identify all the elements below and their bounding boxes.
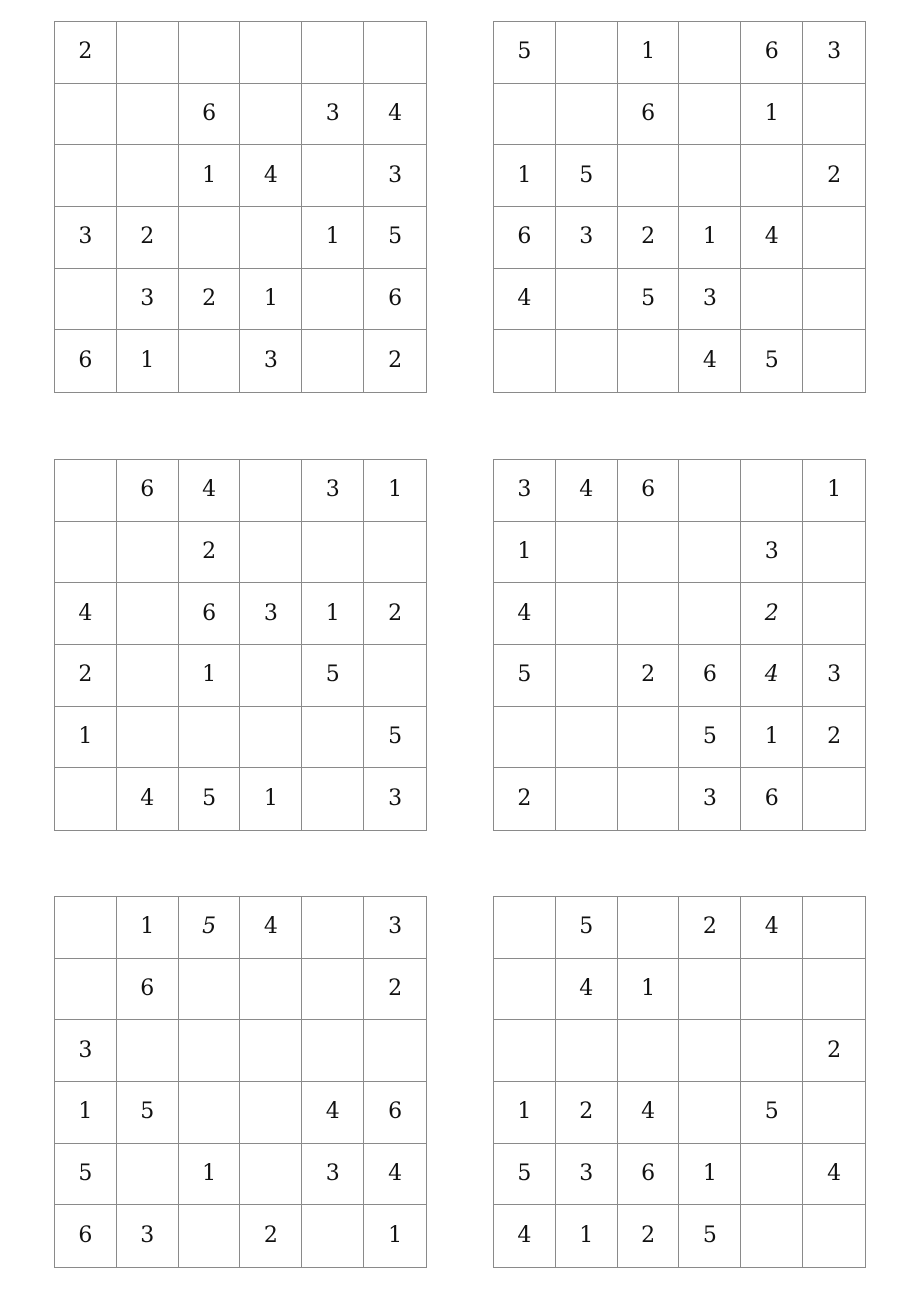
sudoku-cell[interactable]: 6	[494, 207, 556, 269]
sudoku-cell[interactable]	[302, 1205, 364, 1267]
sudoku-cell[interactable]: 2	[364, 583, 426, 645]
sudoku-cell[interactable]: 1	[618, 959, 680, 1021]
sudoku-cell[interactable]	[364, 1020, 426, 1082]
sudoku-cell[interactable]: 1	[364, 460, 426, 522]
sudoku-cell[interactable]	[55, 522, 117, 584]
sudoku-cell[interactable]: 6	[55, 1205, 117, 1267]
sudoku-cell[interactable]	[302, 145, 364, 207]
sudoku-cell[interactable]: 6	[364, 269, 426, 331]
sudoku-cell[interactable]: 4	[803, 1144, 865, 1206]
sudoku-cell[interactable]: 1	[240, 269, 302, 331]
sudoku-cell[interactable]	[618, 897, 680, 959]
sudoku-cell[interactable]	[679, 460, 741, 522]
sudoku-cell[interactable]: 6	[741, 22, 803, 84]
sudoku-cell[interactable]	[364, 522, 426, 584]
sudoku-cell[interactable]	[679, 1020, 741, 1082]
sudoku-cell[interactable]: 5	[364, 207, 426, 269]
sudoku-cell[interactable]	[494, 330, 556, 392]
sudoku-cell[interactable]	[679, 959, 741, 1021]
sudoku-cell[interactable]: 5	[302, 645, 364, 707]
sudoku-cell[interactable]: 5	[494, 1144, 556, 1206]
sudoku-cell[interactable]	[117, 22, 179, 84]
sudoku-cell[interactable]	[55, 269, 117, 331]
sudoku-cell[interactable]	[679, 1082, 741, 1144]
sudoku-cell[interactable]: 4	[741, 897, 803, 959]
sudoku-cell[interactable]: 2	[679, 897, 741, 959]
sudoku-cell[interactable]: 1	[618, 22, 680, 84]
sudoku-cell[interactable]	[364, 22, 426, 84]
sudoku-cell[interactable]	[679, 583, 741, 645]
sudoku-cell[interactable]	[240, 707, 302, 769]
sudoku-cell[interactable]	[302, 522, 364, 584]
sudoku-cell[interactable]: 3	[55, 1020, 117, 1082]
sudoku-cell[interactable]	[302, 269, 364, 331]
sudoku-cell[interactable]: 6	[741, 768, 803, 830]
sudoku-grid-6	[493, 896, 866, 1268]
sudoku-cell[interactable]	[741, 1020, 803, 1082]
sudoku-cell[interactable]: 5	[179, 768, 241, 830]
sudoku-cell[interactable]	[556, 768, 618, 830]
sudoku-cell[interactable]: 1	[494, 522, 556, 584]
sudoku-cell[interactable]	[803, 84, 865, 146]
sudoku-cell[interactable]: 4	[364, 1144, 426, 1206]
sudoku-grid-5	[54, 896, 427, 1268]
sudoku-cell[interactable]: 2	[803, 1020, 865, 1082]
sudoku-cell[interactable]	[179, 707, 241, 769]
sudoku-cell[interactable]: 1	[494, 1082, 556, 1144]
sudoku-cell[interactable]: 3	[741, 522, 803, 584]
sudoku-cell[interactable]	[803, 330, 865, 392]
sudoku-cell[interactable]	[803, 1082, 865, 1144]
sudoku-cell[interactable]	[741, 1144, 803, 1206]
sudoku-cell[interactable]	[117, 707, 179, 769]
sudoku-cell[interactable]	[117, 1020, 179, 1082]
sudoku-cell[interactable]	[240, 207, 302, 269]
sudoku-cell[interactable]: 5	[364, 707, 426, 769]
sudoku-cell[interactable]	[55, 959, 117, 1021]
sudoku-cell[interactable]: 3	[679, 269, 741, 331]
sudoku-cell[interactable]: 6	[179, 583, 241, 645]
sudoku-cell[interactable]	[618, 707, 680, 769]
sudoku-cell[interactable]: 5	[679, 1205, 741, 1267]
sudoku-cell[interactable]: 2	[179, 522, 241, 584]
sudoku-cell[interactable]	[494, 959, 556, 1021]
sudoku-cell[interactable]	[556, 330, 618, 392]
sudoku-cell[interactable]: 6	[179, 84, 241, 146]
sudoku-cell[interactable]	[618, 1020, 680, 1082]
sudoku-cell[interactable]: 2	[179, 269, 241, 331]
sudoku-cell[interactable]: 4	[179, 460, 241, 522]
sudoku-cell[interactable]: 1	[556, 1205, 618, 1267]
sudoku-cell[interactable]: 1	[803, 460, 865, 522]
sudoku-cell[interactable]	[741, 145, 803, 207]
sudoku-cell[interactable]: 1	[179, 645, 241, 707]
sudoku-cell[interactable]: 3	[803, 645, 865, 707]
sudoku-cell[interactable]: 4	[741, 207, 803, 269]
sudoku-cell[interactable]: 2	[803, 707, 865, 769]
sudoku-cell[interactable]: 5	[741, 330, 803, 392]
sudoku-cell[interactable]: 1	[179, 1144, 241, 1206]
sudoku-cell[interactable]: 4	[55, 583, 117, 645]
sudoku-cell[interactable]	[803, 583, 865, 645]
sudoku-cell[interactable]	[55, 145, 117, 207]
sudoku-cell[interactable]: 1	[679, 207, 741, 269]
sudoku-cell[interactable]: 3	[679, 768, 741, 830]
sudoku-cell[interactable]	[556, 1020, 618, 1082]
sudoku-cell[interactable]	[117, 1144, 179, 1206]
sudoku-cell[interactable]	[618, 583, 680, 645]
sudoku-cell[interactable]	[803, 207, 865, 269]
sudoku-cell[interactable]	[302, 897, 364, 959]
sudoku-cell[interactable]	[556, 645, 618, 707]
sudoku-cell[interactable]: 3	[240, 583, 302, 645]
sudoku-cell[interactable]	[556, 22, 618, 84]
sudoku-cell[interactable]	[803, 959, 865, 1021]
sudoku-cell[interactable]: 5	[117, 1082, 179, 1144]
sudoku-cell[interactable]: 2	[556, 1082, 618, 1144]
sudoku-cell[interactable]	[302, 959, 364, 1021]
sudoku-cell[interactable]	[302, 330, 364, 392]
sudoku-cell[interactable]: 6	[679, 645, 741, 707]
sudoku-cell[interactable]	[55, 84, 117, 146]
sudoku-cell[interactable]: 4	[117, 768, 179, 830]
sudoku-cell[interactable]: 4	[240, 145, 302, 207]
sudoku-cell[interactable]: 3	[117, 269, 179, 331]
sudoku-cell[interactable]: 1	[302, 583, 364, 645]
sudoku-cell[interactable]	[494, 1020, 556, 1082]
sudoku-cell[interactable]: 3	[494, 460, 556, 522]
sudoku-cell[interactable]: 2	[240, 1205, 302, 1267]
sudoku-cell[interactable]: 5	[55, 1144, 117, 1206]
sudoku-cell[interactable]: 3	[364, 145, 426, 207]
sudoku-cell[interactable]: 3	[117, 1205, 179, 1267]
sudoku-cell[interactable]	[117, 84, 179, 146]
sudoku-cell[interactable]	[55, 768, 117, 830]
sudoku-cell[interactable]: 2	[55, 645, 117, 707]
sudoku-cell[interactable]	[55, 897, 117, 959]
sudoku-cell[interactable]	[117, 583, 179, 645]
sudoku-grid-2	[493, 21, 866, 393]
sudoku-cell[interactable]	[240, 1144, 302, 1206]
sudoku-cell[interactable]: 3	[388, 786, 403, 812]
sudoku-cell[interactable]: 3	[240, 330, 302, 392]
sudoku-cell[interactable]	[302, 22, 364, 84]
sudoku-cell[interactable]	[803, 897, 865, 959]
sudoku-cell[interactable]: 1	[741, 707, 803, 769]
sudoku-cell[interactable]: 6	[618, 460, 680, 522]
sudoku-cell[interactable]	[741, 460, 803, 522]
sudoku-cell[interactable]	[179, 207, 241, 269]
sudoku-cell[interactable]: 1	[388, 1223, 403, 1249]
sudoku-cell[interactable]	[618, 768, 680, 830]
sudoku-cell[interactable]: 2	[364, 959, 426, 1021]
sudoku-cell[interactable]	[803, 768, 865, 830]
sudoku-cell[interactable]: 5	[679, 707, 741, 769]
sudoku-cell[interactable]	[117, 522, 179, 584]
sudoku-cell[interactable]: 1	[117, 897, 179, 959]
sudoku-cell[interactable]: 3	[55, 207, 117, 269]
sudoku-cell[interactable]: 4	[240, 897, 302, 959]
sudoku-cell[interactable]	[618, 145, 680, 207]
sudoku-cell[interactable]	[179, 330, 241, 392]
sudoku-cell[interactable]	[741, 1205, 803, 1267]
sudoku-cell[interactable]: 4	[494, 1205, 556, 1267]
sudoku-cell[interactable]	[240, 959, 302, 1021]
sudoku-cell[interactable]: 2	[741, 583, 803, 645]
sudoku-cell[interactable]	[494, 84, 556, 146]
sudoku-cell[interactable]	[803, 269, 865, 331]
sudoku-cell[interactable]: 1	[494, 145, 556, 207]
sudoku-cell[interactable]	[240, 460, 302, 522]
sudoku-cell[interactable]: 3	[302, 84, 364, 146]
sudoku-cell[interactable]: 2	[494, 768, 556, 830]
sudoku-cell[interactable]	[179, 959, 241, 1021]
sudoku-cell[interactable]	[618, 522, 680, 584]
sudoku-cell[interactable]	[55, 460, 117, 522]
sudoku-cell[interactable]	[179, 1020, 241, 1082]
sudoku-cell[interactable]	[302, 707, 364, 769]
sudoku-cell[interactable]	[679, 22, 741, 84]
sudoku-cell[interactable]	[302, 768, 364, 830]
sudoku-cell[interactable]: 1	[679, 1144, 741, 1206]
sudoku-cell[interactable]	[117, 145, 179, 207]
sudoku-cell[interactable]: 1	[179, 145, 241, 207]
sudoku-cell[interactable]: 6	[55, 330, 117, 392]
sudoku-cell[interactable]: 4	[364, 84, 426, 146]
sudoku-cell[interactable]: 5	[556, 897, 618, 959]
sudoku-cell[interactable]	[179, 1205, 241, 1267]
sudoku-cell[interactable]: 3	[302, 1144, 364, 1206]
sudoku-cell[interactable]	[679, 145, 741, 207]
sudoku-cell[interactable]: 1	[240, 768, 302, 830]
sudoku-cell[interactable]	[240, 84, 302, 146]
sudoku-cell[interactable]	[179, 22, 241, 84]
sudoku-cell[interactable]: 1	[117, 330, 179, 392]
sudoku-cell[interactable]	[302, 1020, 364, 1082]
sudoku-cell[interactable]: 4	[741, 645, 803, 707]
sudoku-cell[interactable]	[240, 1020, 302, 1082]
sudoku-cell[interactable]: 6	[364, 1082, 426, 1144]
sudoku-cell[interactable]	[117, 645, 179, 707]
sudoku-grid-4	[493, 459, 866, 831]
sudoku-cell[interactable]	[240, 22, 302, 84]
sudoku-cell[interactable]: 4	[494, 269, 556, 331]
sudoku-cell[interactable]: 4	[618, 1082, 680, 1144]
sudoku-cell[interactable]: 3	[556, 207, 618, 269]
sudoku-cell[interactable]: 2	[618, 207, 680, 269]
sudoku-cell[interactable]	[240, 645, 302, 707]
sudoku-cell[interactable]	[556, 583, 618, 645]
sudoku-cell[interactable]: 3	[302, 460, 364, 522]
sudoku-cell[interactable]: 6	[117, 460, 179, 522]
sudoku-cell[interactable]: 4	[679, 330, 741, 392]
sudoku-cell[interactable]	[556, 707, 618, 769]
sudoku-cell[interactable]	[741, 269, 803, 331]
sudoku-cell[interactable]: 4	[494, 583, 556, 645]
sudoku-cell[interactable]: 2	[55, 22, 117, 84]
sudoku-cell[interactable]: 5	[556, 145, 618, 207]
sudoku-cell[interactable]: 1	[302, 207, 364, 269]
sudoku-cell[interactable]: 1	[55, 707, 117, 769]
sudoku-cell[interactable]: 5	[179, 897, 241, 959]
sudoku-cell[interactable]	[240, 522, 302, 584]
sudoku-cell[interactable]: 4	[556, 460, 618, 522]
sudoku-grid-3	[54, 459, 427, 831]
sudoku-cell[interactable]: 1	[741, 84, 803, 146]
sudoku-cell[interactable]: 2	[388, 348, 403, 374]
sudoku-cell[interactable]	[741, 959, 803, 1021]
sudoku-cell[interactable]: 5	[618, 269, 680, 331]
sudoku-grid-1	[54, 21, 427, 393]
sudoku-cell[interactable]: 3	[556, 1144, 618, 1206]
sudoku-cell[interactable]: 3	[364, 897, 426, 959]
sudoku-cell[interactable]	[364, 645, 426, 707]
sudoku-cell[interactable]: 4	[556, 959, 618, 1021]
sudoku-cell[interactable]: 1	[55, 1082, 117, 1144]
sudoku-cell[interactable]: 5	[494, 22, 556, 84]
sudoku-cell[interactable]: 4	[302, 1082, 364, 1144]
sudoku-cell[interactable]: 2	[618, 645, 680, 707]
sudoku-cell[interactable]: 5	[494, 645, 556, 707]
sudoku-cell[interactable]: 2	[117, 207, 179, 269]
sudoku-cell[interactable]: 3	[803, 22, 865, 84]
sudoku-cell[interactable]	[803, 522, 865, 584]
sudoku-cell[interactable]	[556, 269, 618, 331]
sudoku-cell[interactable]: 2	[803, 145, 865, 207]
sudoku-cell[interactable]: 5	[741, 1082, 803, 1144]
sudoku-cell[interactable]: 6	[618, 84, 680, 146]
sudoku-cell[interactable]	[179, 1082, 241, 1144]
sudoku-cell[interactable]	[618, 330, 680, 392]
sudoku-cell[interactable]	[556, 84, 618, 146]
sudoku-cell[interactable]: 6	[117, 959, 179, 1021]
sudoku-cell[interactable]: 2	[618, 1205, 680, 1267]
sudoku-cell[interactable]	[494, 707, 556, 769]
sudoku-cell[interactable]	[494, 897, 556, 959]
sudoku-cell[interactable]	[556, 522, 618, 584]
sudoku-cell[interactable]	[679, 84, 741, 146]
sudoku-cell[interactable]	[240, 1082, 302, 1144]
sudoku-cell[interactable]: 6	[618, 1144, 680, 1206]
sudoku-cell[interactable]	[803, 1205, 865, 1267]
sudoku-cell[interactable]	[679, 522, 741, 584]
